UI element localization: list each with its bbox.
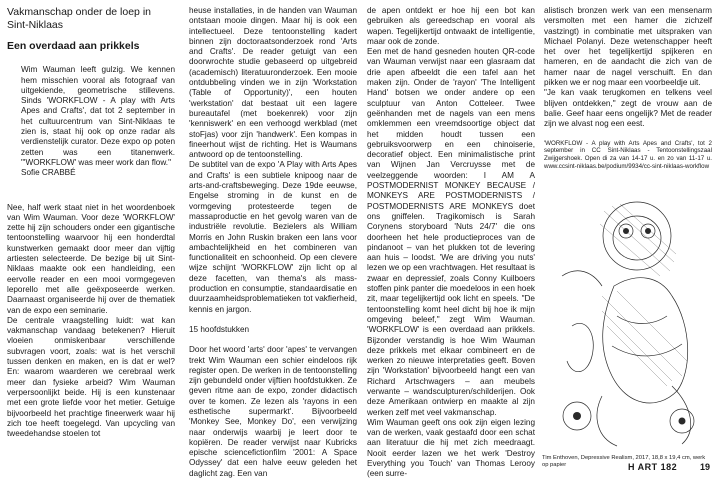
column-4 — [544, 6, 712, 171]
magazine-name: H ART 182 — [628, 462, 678, 472]
body-paragraph: heuse installaties, in de handen van Wauman ontstaan mooie dingen. Maar hij is ook een intellectueel. Deze tentoonstelling kadert binnen zijn doctoraatsonderzoek rond 'Arts and Crafts'. De reader getuigt van een doorwrochte studie gebaseerd op uitgebreid (academisch) literatuuronderzoek. Een mooie ontdubbeling vinden we in zijn 'Workstation (Table of Opportunity)', een houten 'werkstation' dat bestaat uit een lagere bureautafel (met boekenrek) voor zijn 'kenniswerk' en een verhoogd werkblad (met stoFjas) voor zijn 'handwerk'. Een kompas in fineerhout wijst de richting. Het is Waumans antwoord op de tentoonstelling. De subtitel van de expo 'A Play with Arts Apes and Crafts' is een subtiele knipoog naar de arts-and-craftsbeweging. Deze 19de eeuwse, Engelse stroming in de kunst en de vormgeving protesteerde tegen de massaproductie en het gevolg waren van de industriële revolutie. Bezielers als William Morris en John Ruskin braken een lans voor ambachtelijkheid en het combineren van functionaliteit en schoonheid. Op een clevere wijze schijnt 'WORKFLOW' zijn licht op al deze facetten, van thema's als mass-production en consumptie, standaardisatie en duurzaamheidsproblematieken tot vakfierheid, kennis en jargon. — [189, 6, 357, 314]
body-paragraph: Door het woord 'arts' door 'apes' te vervangen trekt Wim Wauman een schier eindeloos rijk register open. De werken in de tentoonstelling zijn gebundeld onder vijftien hoofdstukken. Ze geven ritme aan de expo, zonder didactisch over te komen. Ze lezen als 'rayons in een esthetische supermarkt'. Bijvoorbeeld 'Monkey See, Monkey Do', een verwijzing naar onderwijs waarbij je leert door te kopiëren. De reader verwijst naar Kubricks epische sciencefictionfilm '2001: A Space Odyssey' dat een halve eeuw geleden het daglicht zag. Een van — [189, 345, 357, 478]
column-3 — [367, 6, 535, 480]
headline: Een overdaad aan prikkels — [7, 40, 140, 52]
figure-caption: Tim Enthoven, Depressive Realism, 2017, 18,8 x 19,4 cm, werk op papier — [542, 455, 706, 468]
body-paragraph: alistisch bronzen werk van een mensenarm versmolten met een hamer die zichzelf vastzingt) in combinatie met uitspraken van Michael Polanyi. Deze wetenschapper heeft het over het tegelijkertijd spijkeren en hameren, en de aandacht die zich van de hamer naar de nagel verschuift. En dan pikken we er nog maar een voorbeeldje uit. "Je kan vaak terugkomen en telkens veel blijven ontdekken," zegt de vrouw aan de balie. Geef haar eens ongelijk? Met de reader zijn we alvast nog een eest. — [544, 6, 712, 129]
column-2 — [189, 6, 357, 479]
exhibition-info: 'WORKFLOW - A play with Arts Apes and Crafts', tot 2 september in CC Sint-Niklaas - Tentoonstellingszaal Zwijgershoek. Open di za van 14-17 u. en zo van 11-17 u. www.ccsint-niklaas.be/podium/9934/cc-sint-niklaas-workflow — [544, 139, 712, 170]
page-number: 19 — [700, 462, 711, 472]
intro-paragraph: Wim Wauman leeft gulzig. We kennen hem misschien vooral als fotograaf van uitgekiende, geometrische stillevens. Sinds 'WORKFLOW - A play with Arts Apes and Crafts', dat tot 2 september in het cultuurcentrum van Sint-Niklaas te zien is, staat hij ook op onze radar als verdienstelijk curator. Deze expo op poten zetten was een titanenwerk. "'WORKFLOW' was meer work dan flow." — [21, 65, 175, 167]
author-byline: Sofie CRABBÉ — [21, 168, 76, 178]
column-1 — [7, 6, 175, 439]
subhead: 15 hoofdstukken — [189, 324, 250, 334]
artwork-illustration — [542, 176, 708, 452]
body-paragraph: de apen ontdekt er hoe hij een bot kan gebruiken als gereedschap en vooral als wapen. Tegelijkertijd ontwaakt de intelligentie, maar ook de zonde. Een met de hand gesneden houten QR-code van Wauman verwijst naar een glasraam dat drie apen afbeeldt die een tafel aan het maken zijn. Onder de 'rayon' 'The Intelligent Hand' botsen we onder andere op een sculptuur van Anton Cotteleer. Twee geënhanden met de nagels van een mens omklemmen een vreemdsoortige object dat het midden houdt tussen een gebruiksvoorwerp en een chinoiserie, decoratief object. Een minimalistische print van Wijnen Jan Vercruysse met de veelzeggende woorden: I AM A POSTMODERNIST MONKEY BECAUSE / MONKEYS ARE POSTMODERNISTS / POSTMODERNISTS ARE MONKEYS doet ons gniffelen. Tragikomisch is Sarah Corynens storyboard 'Nuts 24/7' die ons doorheen het hele productieproces van de pindanoot – van het plukken tot de levering aan huis – loodst. 'We are driving you nuts' lezen we op een vrachtwagen. Het resultaat is zwaar en depressief, zoals Conny Kuilboers stoffen pink panter die moedeloos in een hoek zit, maar tegelijkertijd ook licht en speels. "De tentoonstelling komt heel dicht bij hoe ik mijn omgeving beleef," zegt Wim Wauman. 'WORKFLOW' is een overdaad aan prikkels. Bijzonder verstandig is hoe Wim Wauman deze prikkels met elkaar combineert en de werken zo nieuwe interpretaties geeft. Boven zijn 'Workstation' bijvoorbeeld hangt een van Richard Artschwagers – aan meubels verwante – wandsculpturen/schilderijen. Ook deze Amerikaan ontwierp en maakte al zijn werken zelf met veel vakmanschap. Wim Wauman geeft ons ook zijn eigen lezing van de werken, vaak gestaafd door een schat aan literatuur die hij met zich meedraagt. Nooit eerder lazen we het werk 'Destroy Everything you Touch' van Thomas Lerooy (een surre- — [367, 6, 535, 479]
kicker: Vakmanschap onder de loep in Sint-Niklaas — [7, 6, 151, 31]
body-paragraph: Nee, half werk staat niet in het woordenboek van Wim Wauman. Voor deze 'WORKFLOW' zette hij zijn schouders onder een gigantische tentoonstelling waarvoor hij een honderdtal kunstwerken gemaakt door meer dan vijftig artiesten selecteerde. De bezige bij uit Sint-Niklaas maakte ook een handleiding, een eervolle reader en een mooi vormgegeven leporello met alle geëxposeerde werken. Daarnaast organiseerde hij over de thematiek van de expo een seminarie. De centrale vraagstelling luidt: wat kan vakmanschap vandaag betekenen? Hieruit vloeien onmiskenbaar verschillende subvragen voort, zoals: wat is het verschil tussen denken en maken, en is dat er wel? En: waarom waarderen we cerebraal werk meer dan fysieke arbeid? Wim Wauman verpersoonlijkt beide. Hij is een kunstenaar met een grote liefde voor het metier. Getuige bijvoorbeeld het prachtige fineerwerk waar hij zich toe heeft toegelegd. Van upcycling van tweedehandse stoelen tot — [7, 202, 175, 439]
